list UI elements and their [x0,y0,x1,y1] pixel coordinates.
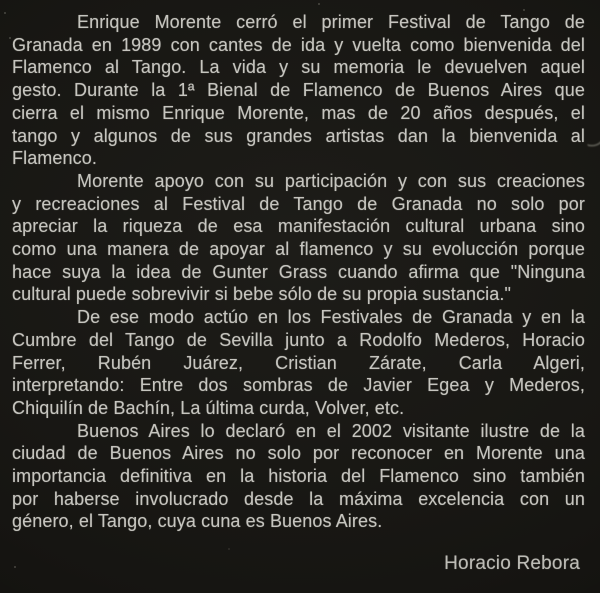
text-line: tango y algunos de sus grandes artistas dan la bienvenida al [12,125,585,146]
scan-noise-dot [14,566,16,568]
scan-scratch-artifact [587,117,600,150]
text-line: Chiquilín de Bachín, La última curda, Volver, etc. [12,397,405,418]
text-line: Flamenco al Tango. La vida y su memoria le devuelven aquel [12,57,585,78]
document-body [12,11,585,533]
text-line: interpretando: Entre dos sombras de Javier Egea y Mederos, [12,375,585,396]
scan-noise-dot [4,12,6,14]
text-line: Enrique Morente cerró el primer Festival de Tango de [77,12,585,32]
text-line: Granada en 1989 con cantes de ida y vuelta como bienvenida del [12,34,585,55]
text-line: Ferrer, Rubén Juárez, Cristian Zárate, Carla Algeri, [12,352,585,373]
text-line: género, el Tango, cuya cuna es Buenos Aires. [12,511,383,532]
text-line: hace suya la idea de Gunter Grass cuando afirma que "Ninguna [12,261,585,282]
text-line: De ese modo actúo en los Festivales de Granada y en la [77,307,585,328]
scan-noise-dot [318,3,320,5]
scan-noise-dot [523,9,525,11]
scan-noise-dot [9,37,11,39]
paragraph-4 [12,420,585,534]
paragraph-1 [12,11,585,170]
text-line: Buenos Aires lo declaró en el 2002 visitante ilustre de la [77,420,585,441]
text-line: cierra el mismo Enrique Morente, mas de 20 años después, el [12,102,585,123]
text-line: gesto. Durante la 1ª Bienal de Flamenco de Buenos Aires que [12,80,585,101]
text-line: Morente apoyo con su participación y con sus creaciones [77,170,585,191]
text-line: ciudad de Buenos Aires no solo por reconocer en Morente una [12,443,585,464]
text-line: importancia definitiva en la historia del Flamenco sino también [12,466,585,487]
text-line: por haberse involucrado desde la máxima excelencia con un [12,488,585,509]
scan-noise-dot [228,548,230,550]
text-line: Cumbre del Tango de Sevilla junto a Rodolfo Mederos, Horacio [12,329,585,350]
text-line: apreciar la riqueza de esa manifestación cultural urbana sino [12,216,585,237]
text-line: Flamenco. [12,148,97,169]
text-line: y recreaciones al Festival de Tango de Granada no solo por [12,193,585,214]
scan-noise-dot [27,46,30,48]
text-line: cultural puede sobrevivir si bebe sólo de su propia sustancia." [12,284,511,305]
signature: Horacio Rebora [444,553,580,574]
paragraph-3 [12,306,585,420]
text-line: como una manera de apoyar al flamenco y su evolucción porque [12,239,585,260]
paragraph-2 [12,170,585,306]
